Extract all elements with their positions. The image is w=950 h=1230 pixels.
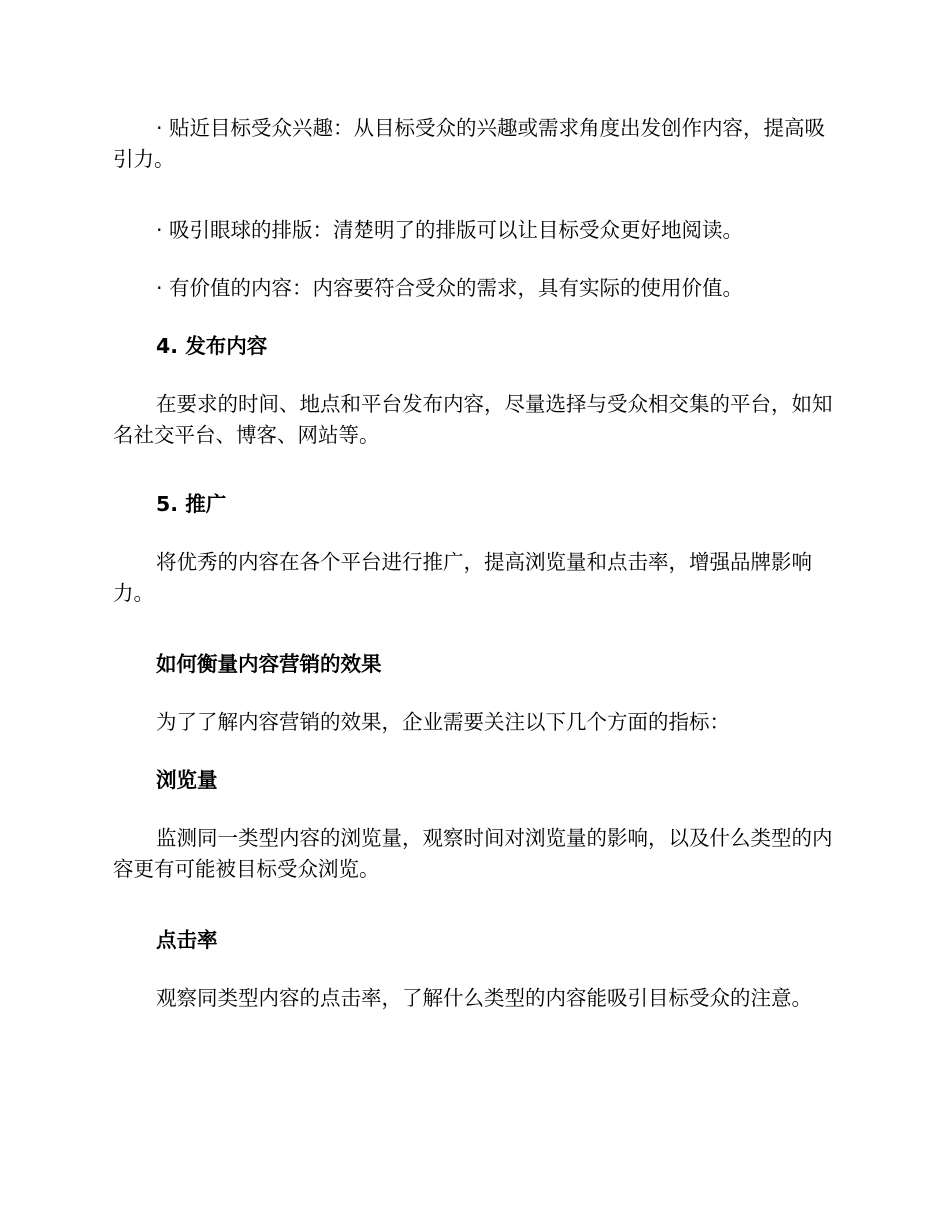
bullet-valuable-content: · 有价值的内容：内容要符合受众的需求，具有实际的使用价值。 [156,276,744,300]
heading-click-rate: 点击率 [156,928,218,952]
paragraph-measure-effect: 为了了解内容营销的效果，企业需要关注以下几个方面的指标： [156,710,730,734]
heading-page-views: 浏览量 [156,768,218,792]
heading-promotion: 5. 推广 [156,492,227,516]
paragraph-page-views: 监测同一类型内容的浏览量，观察时间对浏览量的影响，以及什么类型的内容更有可能被目标受众浏览。 [113,826,833,881]
heading-publish-content: 4. 发布内容 [156,334,268,358]
heading-measure-effect: 如何衡量内容营销的效果 [156,652,382,676]
bullet-eye-catching-layout: · 吸引眼球的排版：清楚明了的排版可以让目标受众更好地阅读。 [156,218,744,242]
bullet-audience-interest: · 贴近目标受众兴趣：从目标受众的兴趣或需求角度出发创作内容，提高吸引力。 [113,116,826,171]
paragraph-click-rate: 观察同类型内容的点击率，了解什么类型的内容能吸引目标受众的注意。 [156,986,812,1010]
paragraph-promotion: 将优秀的内容在各个平台进行推广，提高浏览量和点击率，增强品牌影响力。 [113,550,812,605]
paragraph-publish-content: 在要求的时间、地点和平台发布内容，尽量选择与受众相交集的平台，如知名社交平台、博客、网站等。 [113,392,833,447]
